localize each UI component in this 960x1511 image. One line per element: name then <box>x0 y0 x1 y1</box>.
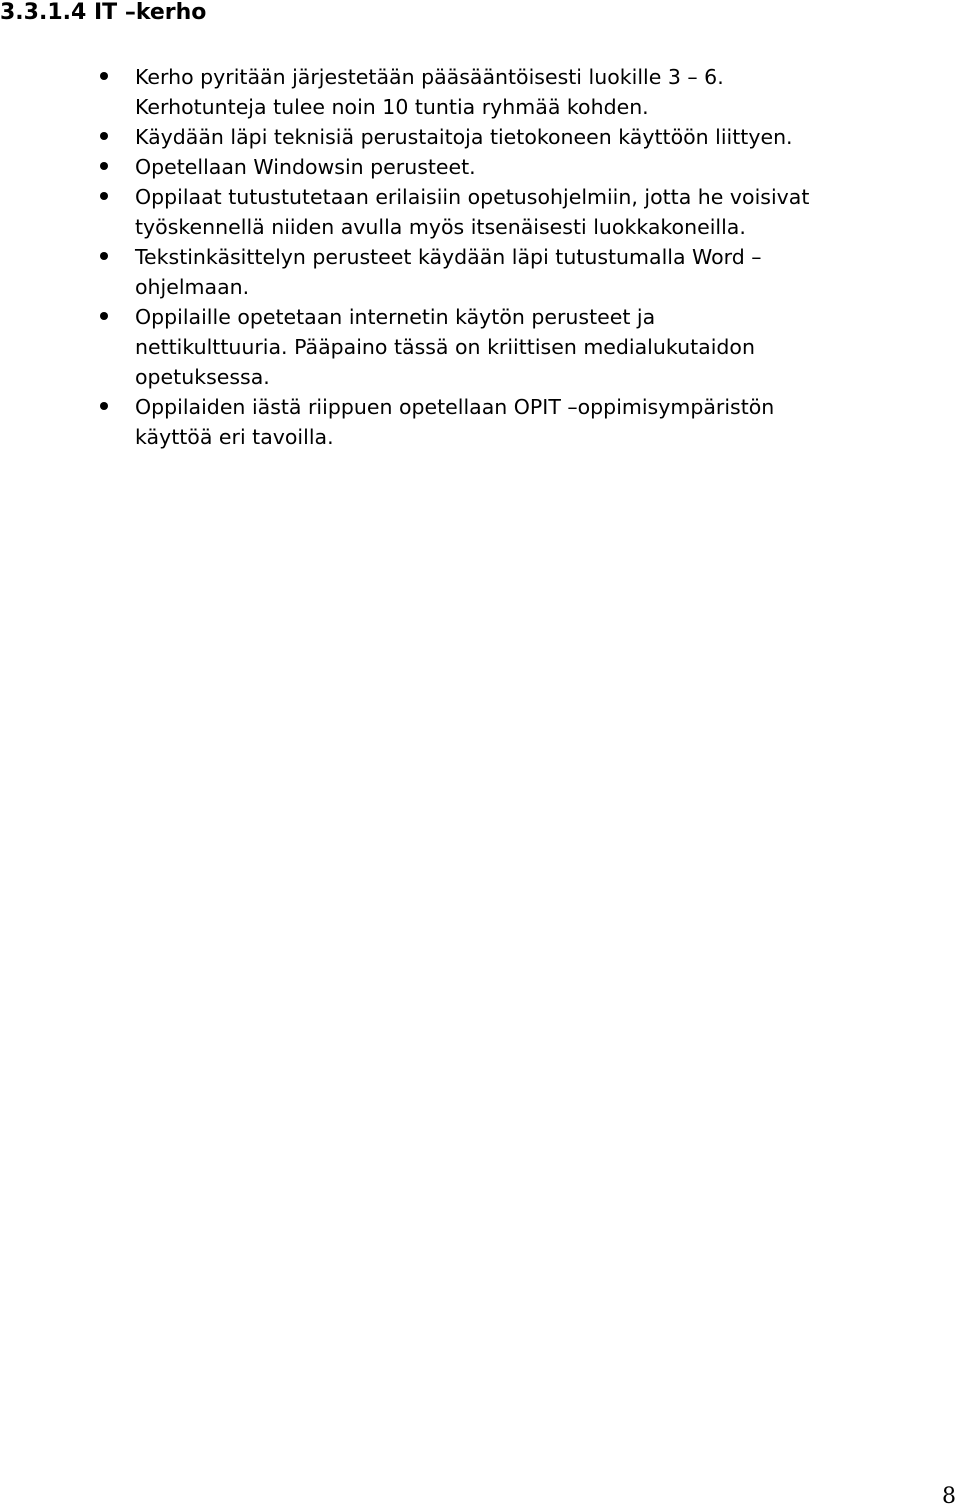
page-number: 8 <box>942 1484 956 1509</box>
list-item-text: Käydään läpi teknisiä perustaitoja tietokoneen käyttöön liittyen. <box>135 125 793 149</box>
list-item <box>135 122 950 152</box>
bullet-icon <box>100 132 108 140</box>
bullet-icon <box>100 402 108 410</box>
list-item-text: käyttöä eri tavoilla. <box>135 425 334 449</box>
bullet-icon <box>100 162 108 170</box>
list-item-text: Oppilaat tutustutetaan erilaisiin opetusohjelmiin, jotta he voisivat <box>135 185 810 209</box>
bullet-icon <box>100 72 108 80</box>
list-item <box>135 182 950 242</box>
list-item-text: Kerho pyritään järjestetään pääsääntöisesti luokille 3 – 6. <box>135 65 724 89</box>
list-item <box>135 242 950 302</box>
bullet-icon <box>100 312 108 320</box>
bullet-list <box>135 62 950 452</box>
list-item-text: nettikulttuuria. Pääpaino tässä on kriittisen medialukutaidon <box>135 335 755 359</box>
list-item-text: Kerhotunteja tulee noin 10 tuntia ryhmää kohden. <box>135 95 649 119</box>
bullet-icon <box>100 192 108 200</box>
list-item-text: Oppilaiden iästä riippuen opetellaan OPIT –oppimisympäristön <box>135 395 775 419</box>
list-item-text: Oppilaille opetetaan internetin käytön perusteet ja <box>135 305 656 329</box>
list-item-text: Tekstinkäsittelyn perusteet käydään läpi tutustumalla Word – <box>135 245 762 269</box>
section-heading: 3.3.1.4 IT –kerho <box>0 0 207 25</box>
list-item <box>135 152 950 182</box>
bullet-icon <box>100 252 108 260</box>
list-item <box>135 302 950 392</box>
list-item-text: ohjelmaan. <box>135 275 250 299</box>
list-item <box>135 62 950 122</box>
list-item <box>135 392 950 452</box>
list-item-text: työskennellä niiden avulla myös itsenäisesti luokkakoneilla. <box>135 215 746 239</box>
list-item-text: opetuksessa. <box>135 365 270 389</box>
list-item-text: Opetellaan Windowsin perusteet. <box>135 155 476 179</box>
